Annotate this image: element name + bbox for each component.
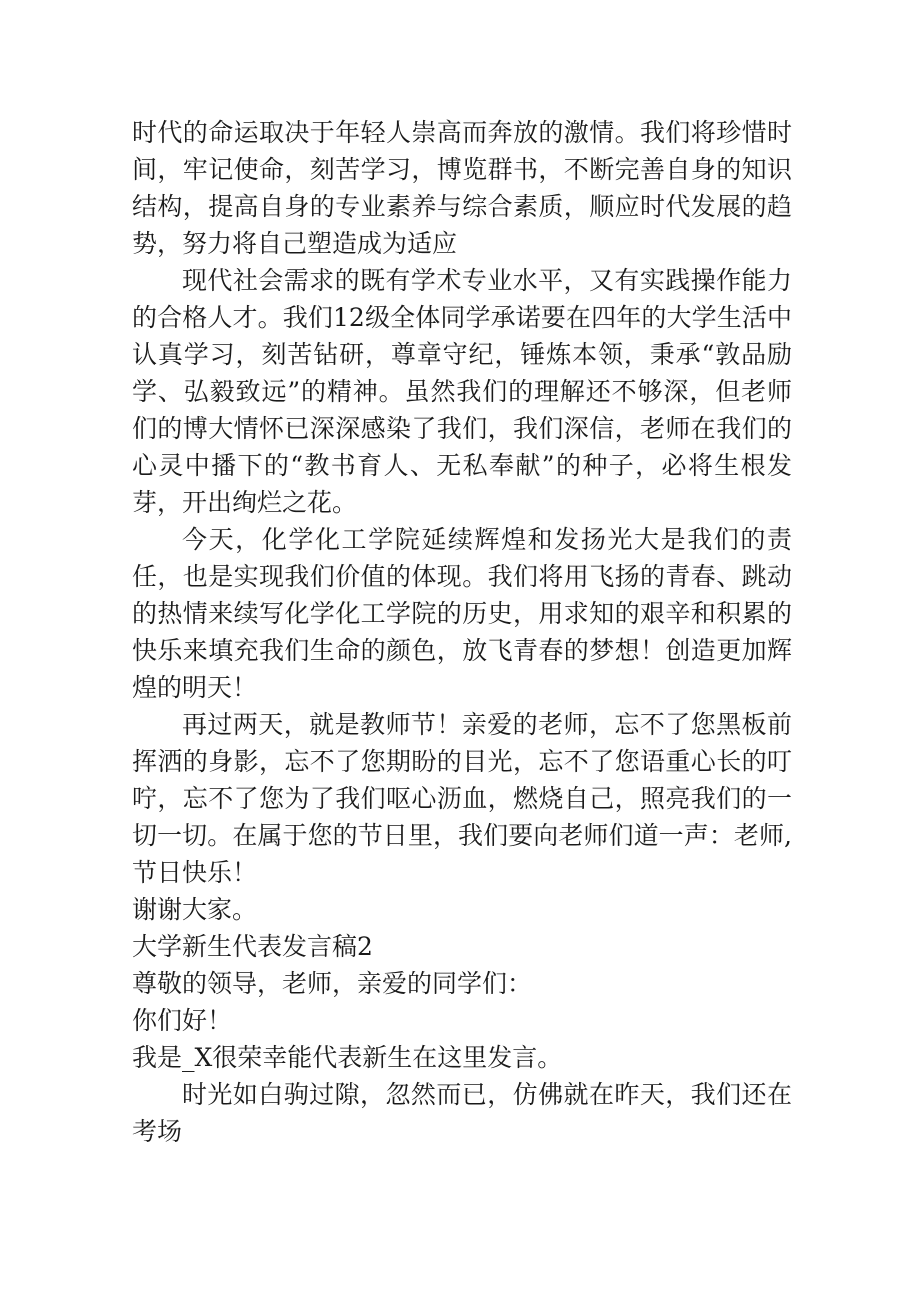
- paragraph: 时光如白驹过隙，忽然而已，仿佛就在昨天，我们还在考场: [132, 1080, 792, 1146]
- paragraph: 我是_X很荣幸能代表新生在这里发言。: [132, 1043, 563, 1072]
- paragraph: 今天，化学化工学院延续辉煌和发扬光大是我们的责任，也是实现我们价值的体现。我们将用飞扬的青春、跳动的热情来续写化学化工学院的历史，用求知的艰辛和积累的快乐来填充我们生命的颜色，放飞青春的梦想！创造更加辉煌的明天！: [132, 525, 792, 702]
- document-body: [132, 114, 792, 1150]
- paragraph-continuation: 时代的命运取决于年轻人崇高而奔放的激情。我们将珍惜时间，牢记使命，刻苦学习，博览群书，不断完善自身的知识结构，提高自身的专业素养与综合素质，顺应时代发展的趋势，努力将自己塑造成为适应: [132, 118, 792, 258]
- closing-line: 谢谢大家。: [132, 895, 258, 924]
- paragraph: 再过两天，就是教师节！亲爱的老师，忘不了您黑板前挥洒的身影，忘不了您期盼的目光，忘不了您语重心长的叮咛，忘不了您为了我们呕心沥血，燃烧自己，照亮我们的一切一切。在属于您的节日里，我们要向老师们道一声：老师,节日快乐！: [132, 710, 792, 887]
- greeting: 你们好！: [132, 1006, 233, 1035]
- salutation: 尊敬的领导，老师，亲爱的同学们：: [132, 969, 533, 998]
- paragraph: 现代社会需求的既有学术专业水平，又有实践操作能力的合格人才。我们12级全体同学承诺要在四年的大学生活中认真学习，刻苦钻研，尊章守纪，锤炼本领，秉承“敦品励学、弘毅致远”的精神。虽然我们的理解还不够深，但老师们的博大情怀已深深感染了我们，我们深信，老师在我们的心灵中播下的“教书育人、无私奉献”的种子，必将生根发芽，开出绚烂之花。: [132, 266, 792, 517]
- section-heading: 大学新生代表发言稿2: [132, 932, 373, 961]
